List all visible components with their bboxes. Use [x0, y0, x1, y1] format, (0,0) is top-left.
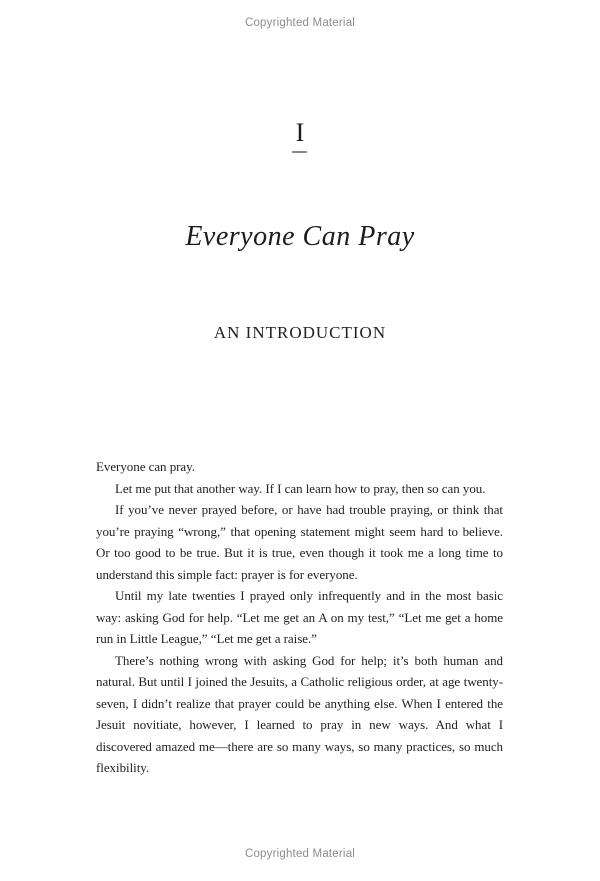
chapter-subtitle: AN INTRODUCTION	[213, 323, 387, 342]
paragraph: Let me put that another way. If I can learn how to pray, then so can you.	[115, 480, 486, 496]
paragraph: Until my late twenties I prayed only infrequently and in the most basic way: asking God for help. “Let me get an A on my test,” “Let me get a home run in Little League,” “Let me get a raise.”	[96, 588, 503, 646]
chapter-rule	[292, 151, 307, 153]
copyright-notice-top: Copyrighted Material	[244, 17, 356, 29]
chapter-title: Everyone Can Pray	[185, 221, 415, 252]
chapter-number: I	[295, 118, 305, 147]
body-text	[96, 456, 503, 779]
copyright-notice-bottom: Copyrighted Material	[244, 848, 356, 860]
paragraph: Everyone can pray.	[96, 459, 195, 474]
paragraph: There’s nothing wrong with asking God for help; it’s both human and natural. But until I joined the Jesuits, a Catholic religious order, at age twenty-seven, I didn’t realize that prayer could be anything else. When I entered the Jesuit novitiate, however, I learned to pray in new ways. And what I discovered amazed me—there are so many ways, so many practices, so much flexibility.	[96, 652, 503, 775]
paragraph: If you’ve never prayed before, or have had trouble praying, or think that you’re praying “wrong,” that opening statement might seem hard to believe. Or too good to be true. But it is true, even though it took me a long time to understand this simple fact: prayer is for everyone.	[96, 502, 503, 582]
